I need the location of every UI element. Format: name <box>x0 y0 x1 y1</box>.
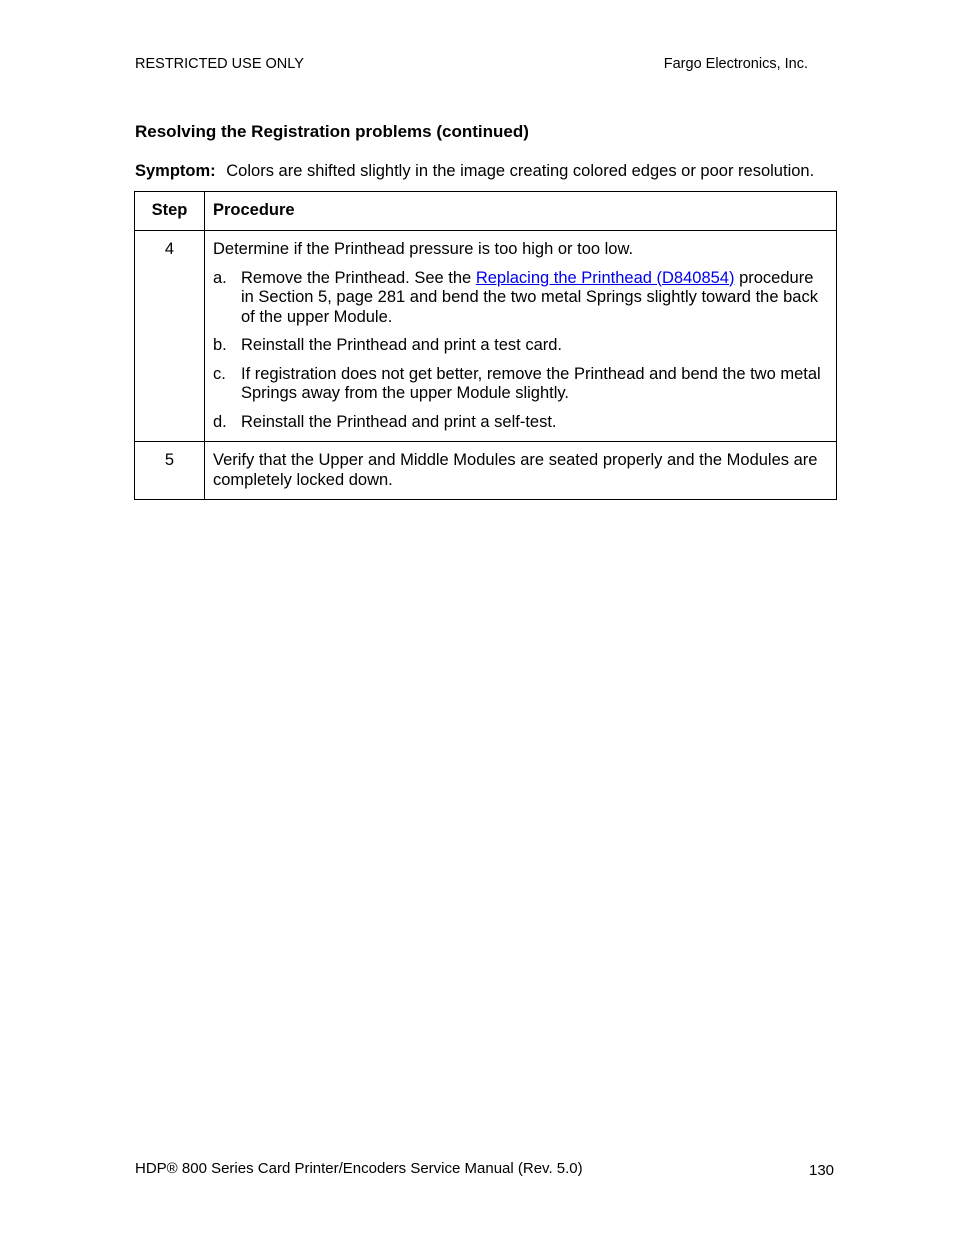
header-restricted-notice: RESTRICTED USE ONLY <box>135 56 304 72</box>
procedure-column-header: Procedure <box>205 192 837 231</box>
list-item-text <box>241 269 824 328</box>
list-item <box>213 413 824 433</box>
footer-manual-title: HDP® 800 Series Card Printer/Encoders Service Manual (Rev. 5.0) <box>135 1160 583 1177</box>
list-item-letter: d. <box>213 412 227 431</box>
table-header-row <box>135 192 837 231</box>
symptom-text: Colors are shifted slightly in the image creating colored edges or poor resolution. <box>226 162 815 180</box>
header-company-name: Fargo Electronics, Inc. <box>663 56 808 72</box>
list-item <box>213 365 824 404</box>
list-item-letter: c. <box>213 364 226 383</box>
step-column-header: Step <box>135 192 205 231</box>
symptom-label: Symptom: <box>135 162 216 180</box>
procedure-table <box>134 191 837 500</box>
list-item-letter: b. <box>213 336 227 354</box>
list-item-text: Reinstall the Printhead and print a self-test. <box>241 412 557 431</box>
procedure-lead-text: Determine if the Printhead pressure is too high or too low. <box>213 240 634 258</box>
page-number: 130 <box>809 1162 835 1179</box>
list-item-text: If registration does not get better, remove the Printhead and bend the two metal Springs away from the upper Module slightly. <box>241 364 821 402</box>
procedure-cell <box>205 442 837 500</box>
table-row <box>135 231 837 442</box>
step-number: 5 <box>135 442 205 500</box>
list-item-text-before-link: Remove the Printhead. See the <box>241 268 476 287</box>
symptom-line <box>135 162 814 181</box>
list-item-text: Reinstall the Printhead and print a test card. <box>241 336 563 354</box>
section-title: Resolving the Registration problems (continued) <box>135 122 529 141</box>
replacing-printhead-link[interactable]: Replacing the Printhead (D840854) <box>475 268 735 287</box>
list-item <box>213 269 824 328</box>
procedure-cell <box>205 231 837 442</box>
table-row <box>135 442 837 500</box>
list-item-text-after-link: procedure in Section 5, page 281 and bend the two metal Springs slightly toward the back of the upper Module. <box>241 268 818 326</box>
procedure-lead-text: Verify that the Upper and Middle Modules are seated properly and the Modules are completely locked down. <box>213 451 818 489</box>
step-number: 4 <box>135 231 205 442</box>
list-item-letter: a. <box>213 268 227 287</box>
list-item <box>213 336 824 356</box>
